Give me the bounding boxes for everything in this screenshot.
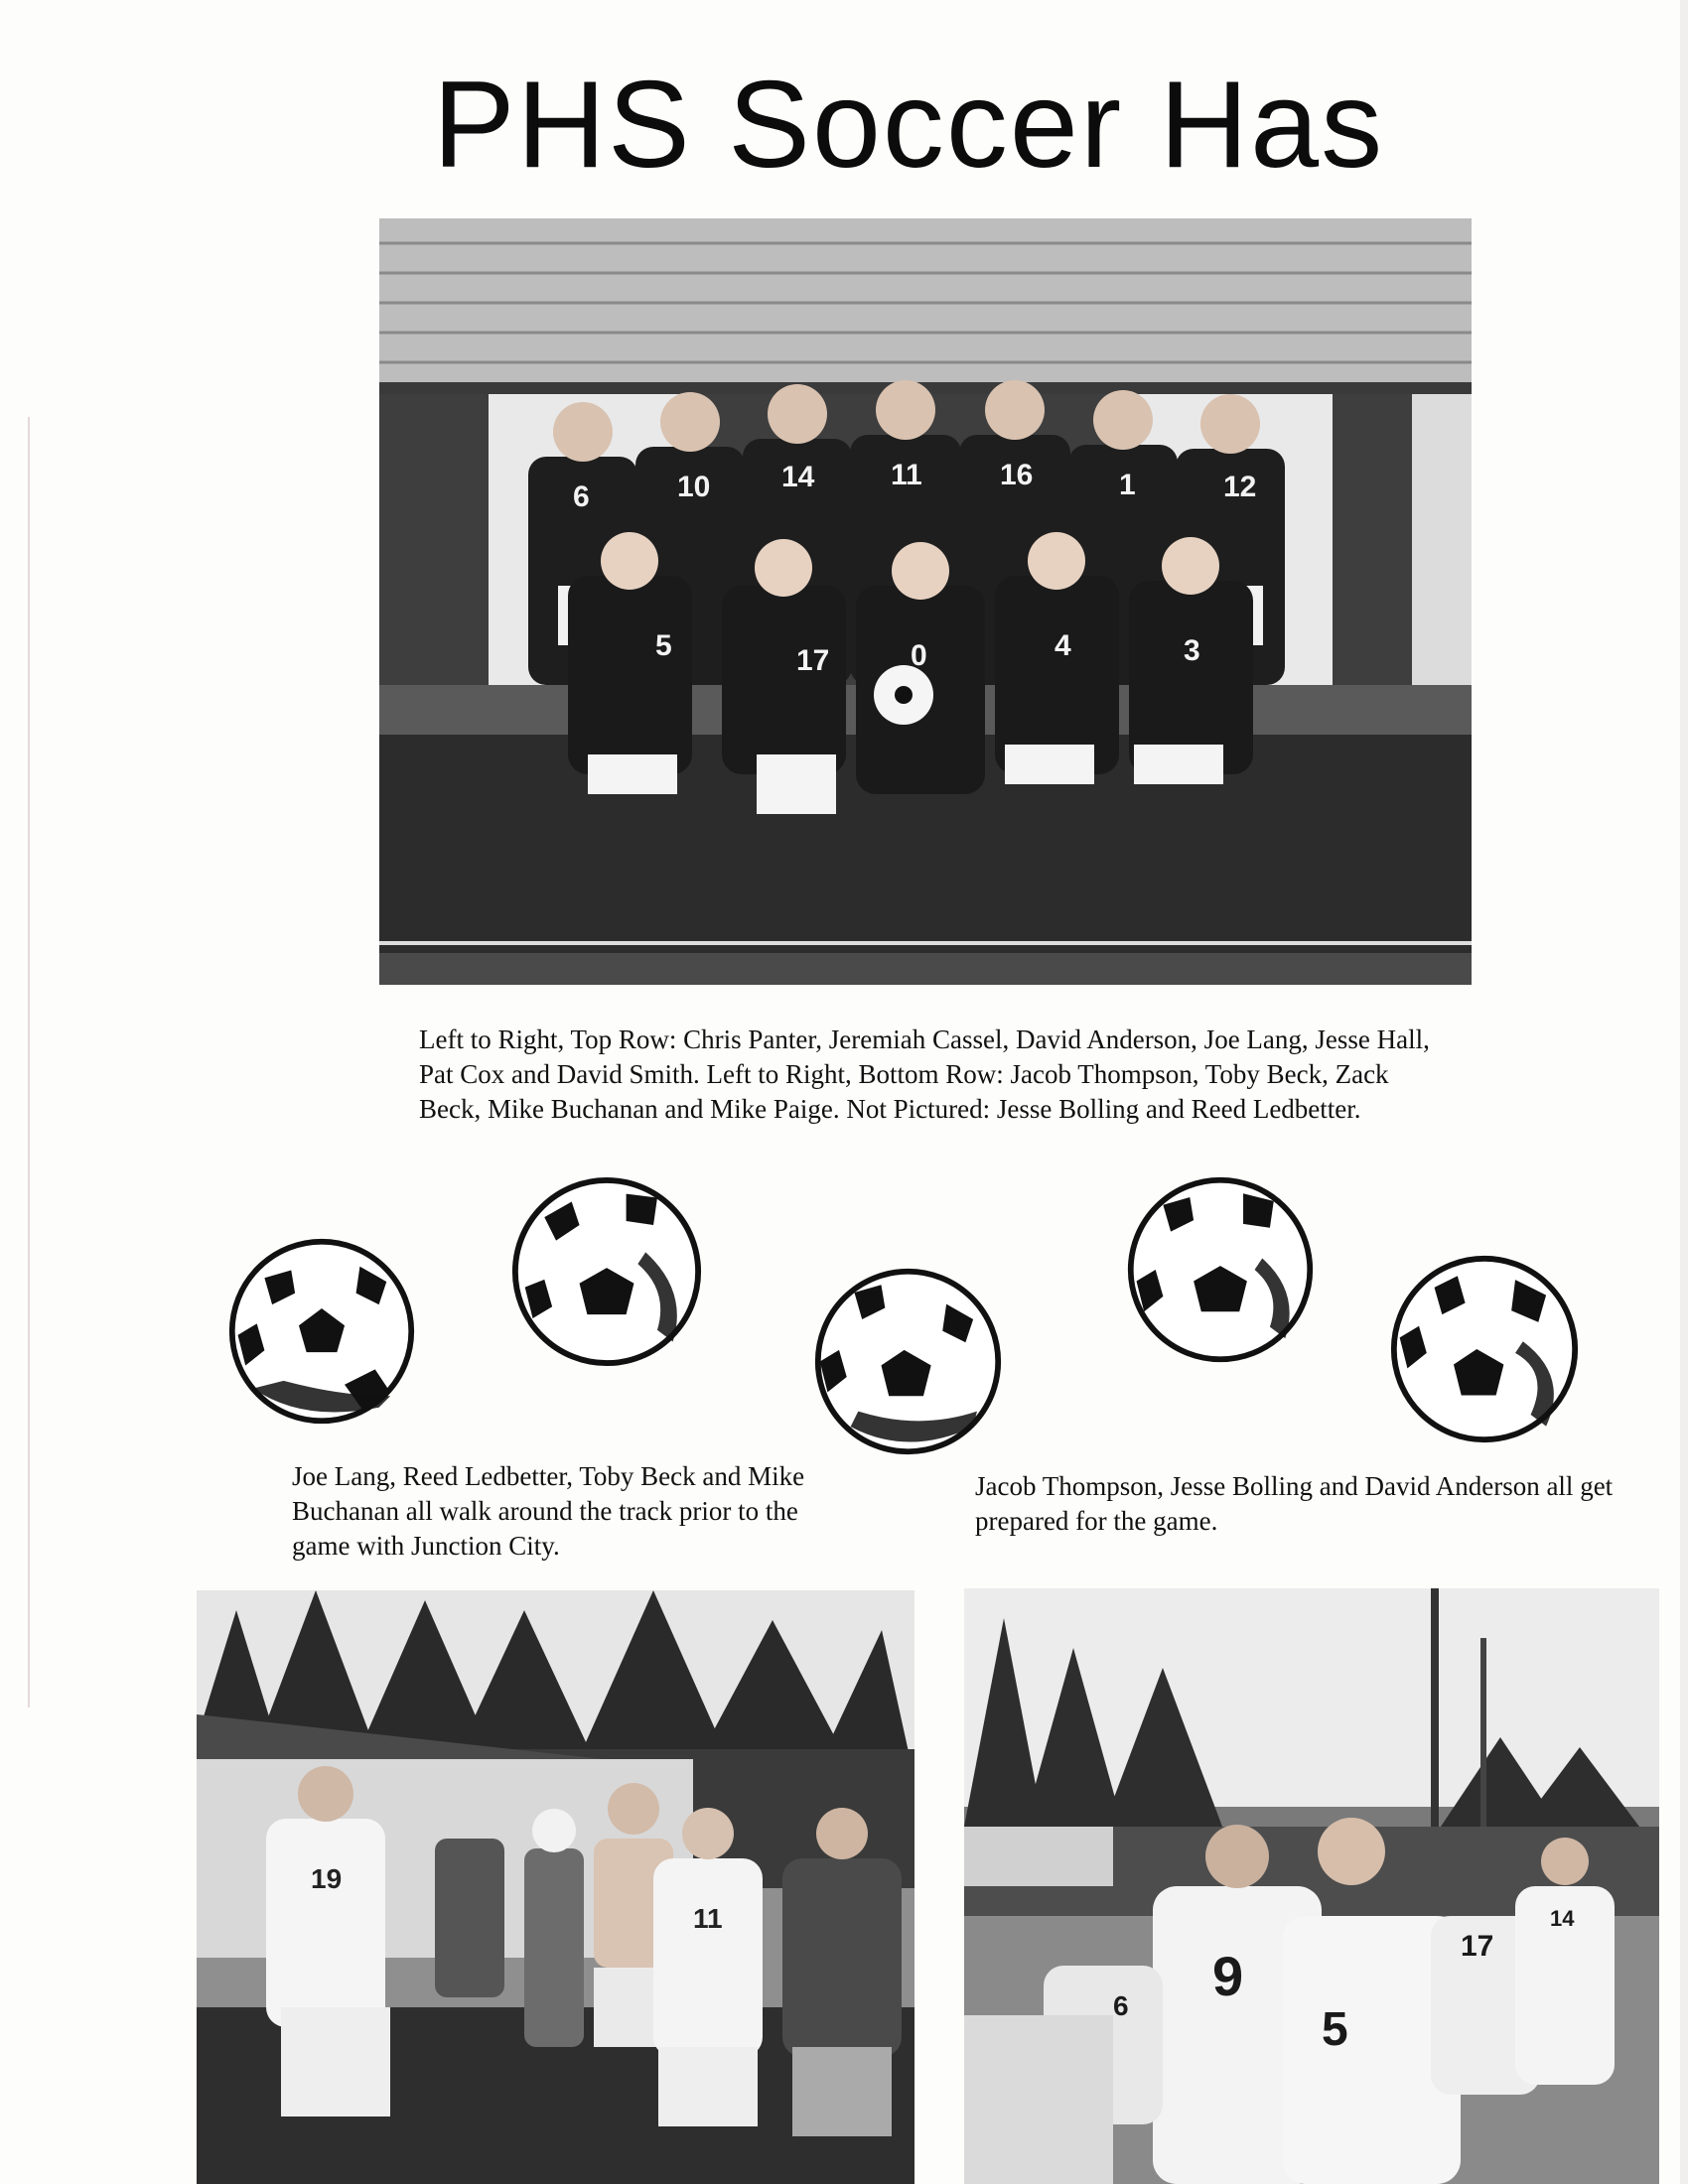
jersey-number: 5 (1322, 2003, 1348, 2056)
jersey-number: 12 (1223, 471, 1257, 503)
jersey-number: 17 (796, 644, 830, 677)
jersey-number: 11 (891, 459, 922, 491)
jersey-number: 6 (573, 480, 590, 513)
jersey-number: 6 (1113, 1990, 1129, 2021)
pregame-prep-photo (964, 1588, 1659, 2184)
jersey-number: 5 (655, 629, 672, 662)
jersey-number: 4 (1055, 629, 1071, 662)
jersey-number: 10 (677, 471, 711, 503)
jersey-number: 14 (781, 461, 815, 493)
soccer-ball-icon (1388, 1253, 1581, 1445)
jersey-number: 19 (311, 1863, 343, 1894)
jersey-number: 14 (1550, 1906, 1575, 1931)
jersey-number: 0 (911, 639, 927, 672)
jersey-number: 16 (1000, 459, 1034, 491)
soccer-ball-icon (509, 1174, 704, 1369)
left-photo-caption: Joe Lang, Reed Ledbetter, Toby Beck and Mike Buchanan all walk around the track prior to the game with Junction City. (292, 1461, 805, 1561)
right-photo-caption: Jacob Thompson, Jesse Bolling and David Anderson all get prepared for the game. (975, 1471, 1614, 1536)
soccer-ball-icon (812, 1266, 1004, 1457)
page-title: PHS Soccer Has (432, 57, 1385, 194)
track-walk-photo (197, 1590, 914, 2184)
jersey-number: 9 (1212, 1945, 1244, 2007)
soccer-ball-icon (226, 1236, 417, 1427)
page-edge-mark (28, 417, 30, 1707)
soccer-ball-icon (1125, 1174, 1316, 1365)
team-photo-caption: Left to Right, Top Row: Chris Panter, Jeremiah Cassel, David Anderson, Joe Lang, Jesse Hall, Pat Cox and David Smith. Left to Right, Bottom Row: Jacob Thompson, Toby Beck, Zack Beck, Mike Buchanan and Mike Paige. Not Pictured: Jesse Bolling and Reed Ledbetter. (419, 1024, 1430, 1124)
jersey-number: 1 (1119, 469, 1136, 501)
jersey-number: 17 (1461, 1930, 1494, 1963)
page-binding-edge (1680, 0, 1688, 2184)
team-photo (379, 218, 1472, 985)
jersey-number: 3 (1184, 634, 1200, 667)
jersey-number: 11 (693, 1903, 723, 1934)
